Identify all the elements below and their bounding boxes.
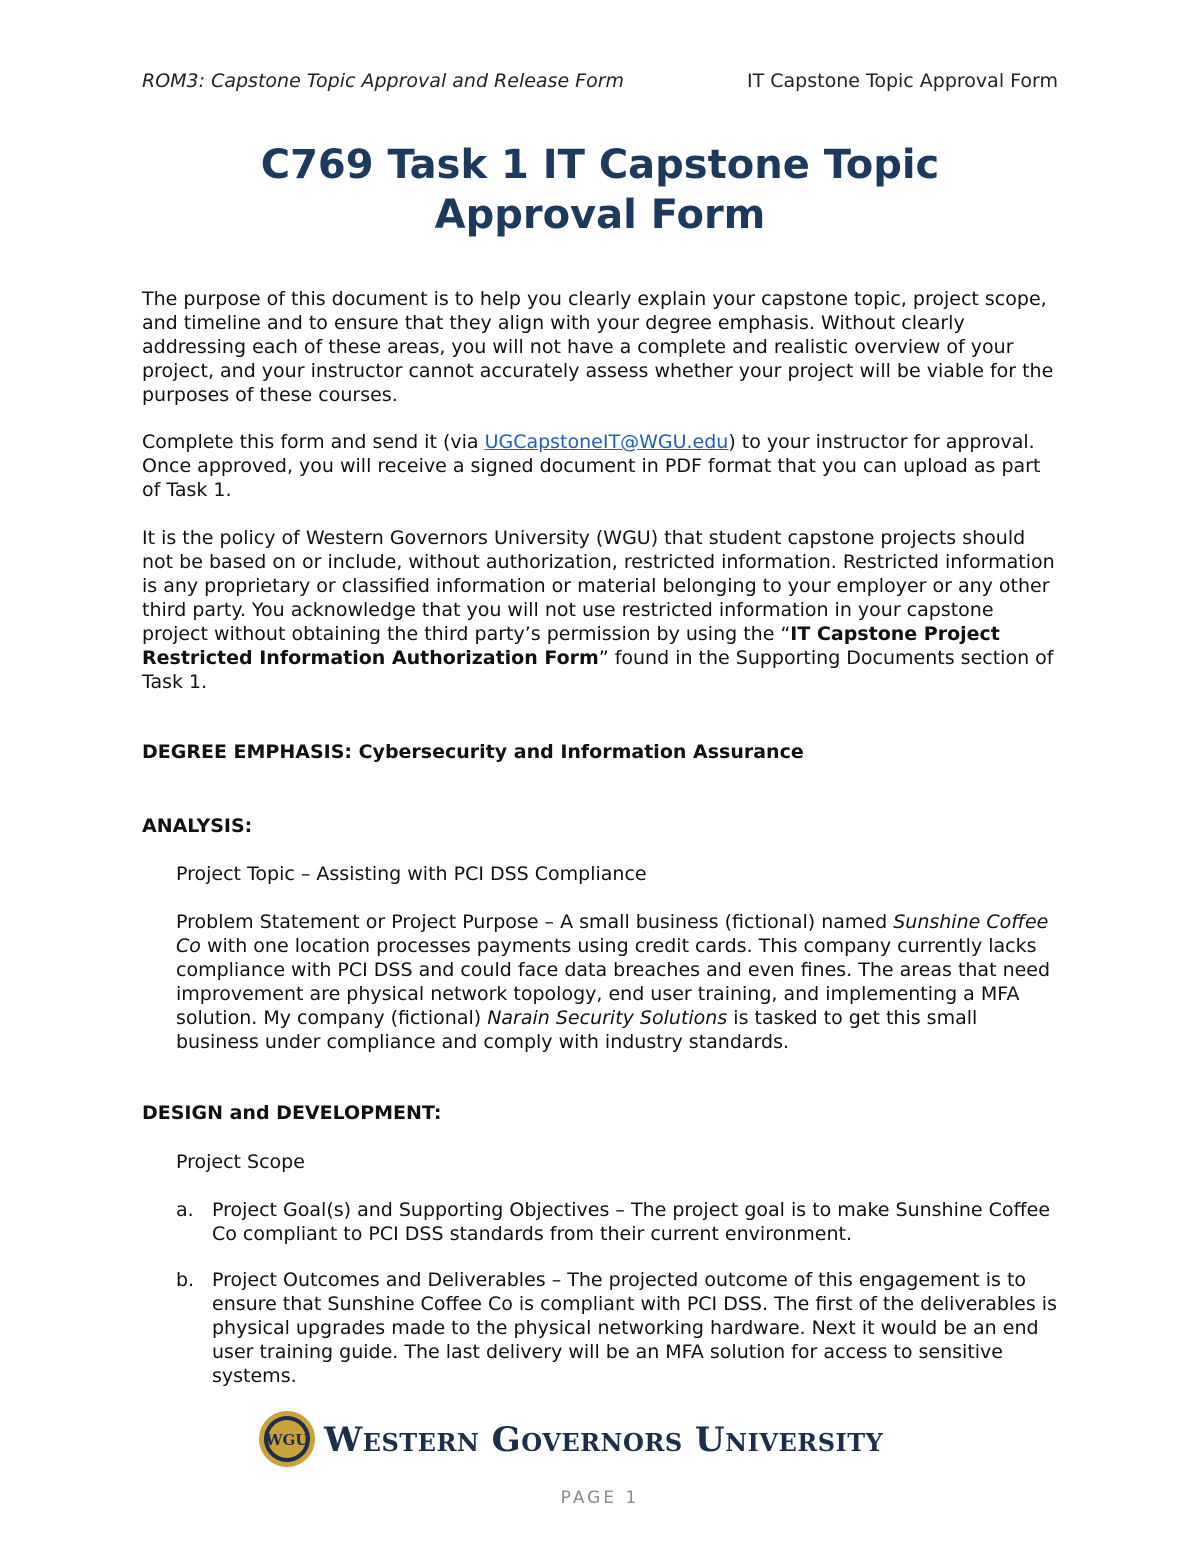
project-scope-label: Project Scope (176, 1151, 305, 1173)
intro-paragraph-submit (142, 430, 1062, 502)
project-topic: Project Topic – Assisting with PCI DSS Compliance (176, 863, 647, 885)
list-marker: a. (176, 1199, 194, 1221)
policy-text-after: ” found in the Supporting Documents section of Task 1. (142, 647, 1054, 693)
problem-statement (176, 910, 1066, 1054)
header-left-text: ROM3: Capstone Topic Approval and Release Form (142, 70, 625, 92)
page-header (142, 70, 1058, 98)
wgu-logo-text (324, 1420, 883, 1460)
list-item (176, 1268, 1066, 1388)
wgu-seal-icon (258, 1410, 316, 1468)
intro-paragraph-policy (142, 526, 1062, 694)
intro-paragraph-purpose: The purpose of this document is to help you clearly explain your capstone topic, project scope, and timeline and to ensure that they align with your degree emphasis. Without clearly addressing each of these areas, you will not have a complete and realistic overview of your project, and your instructor cannot accurately assess whether your project will be viable for the purposes of these courses. (142, 288, 1054, 406)
logo-wordmark: Western Governors University (324, 1420, 884, 1460)
firm-name: Narain Security Solutions (487, 1007, 728, 1029)
list-item-text: Project Goal(s) and Supporting Objectives – The project goal is to make Sunshine Coffee Co compliant to PCI DSS standards from their current environment. (212, 1199, 1051, 1245)
design-development-heading: DESIGN and DEVELOPMENT: (142, 1102, 442, 1124)
email-link[interactable]: UGCapstoneIT@WGU.edu (484, 431, 729, 453)
degree-emphasis-heading: DEGREE EMPHASIS: Cybersecurity and Information Assurance (142, 741, 804, 763)
title-line-2: Approval Form (434, 192, 766, 238)
header-right-text: IT Capstone Topic Approval Form (747, 70, 1058, 92)
list-item-text: Project Outcomes and Deliverables – The projected outcome of this engagement is to ensure that Sunshine Coffee Co is compliant with PCI DSS. The first of the deliverables is physical upgrades made to the physical networking hardware. Next it would be an end user training guide. The last delivery will be an MFA solution for access to sensitive systems. (212, 1269, 1057, 1387)
seal-text: WGU (265, 1431, 309, 1449)
analysis-heading: ANALYSIS: (142, 815, 253, 837)
company-name: Sunshine Coffee Co (176, 911, 1049, 957)
list-marker: b. (176, 1269, 195, 1291)
problem-text-3: is tasked to get this small business under compliance and comply with industry standards. (176, 1007, 978, 1053)
title-line-1: C769 Task 1 IT Capstone Topic (260, 142, 940, 188)
wgu-logo (258, 1410, 908, 1472)
document-title (100, 140, 1100, 240)
submit-text-before: Complete this form and send it (via (142, 431, 485, 453)
policy-text-before: It is the policy of Western Governors University (WGU) that student capstone projects should not be based on or include, without authorization, restricted information. Restricted information is any proprietary or classified information or material belonging to your employer or any other third party. You acknowledge that you will not use restricted information in your capstone project without obtaining the third party’s permission by using the “ (142, 527, 1055, 645)
list-item (176, 1198, 1066, 1246)
submit-text-after: ) to your instructor for approval. Once approved, you will receive a signed document in PDF format that you can upload as part of Task 1. (142, 431, 1041, 501)
problem-text-1: Problem Statement or Project Purpose – A small business (fictional) named (176, 911, 894, 933)
page-number: PAGE 1 (560, 1488, 640, 1508)
authorization-form-name: IT Capstone Project Restricted Information Authorization Form (142, 623, 1000, 669)
problem-text-2: with one location processes payments using credit cards. This company currently lacks compliance with PCI DSS and could face data breaches and even fines. The areas that need improvement are physical network topology, end user training, and implementing a MFA solution. My company (fictional) (176, 935, 1051, 1029)
